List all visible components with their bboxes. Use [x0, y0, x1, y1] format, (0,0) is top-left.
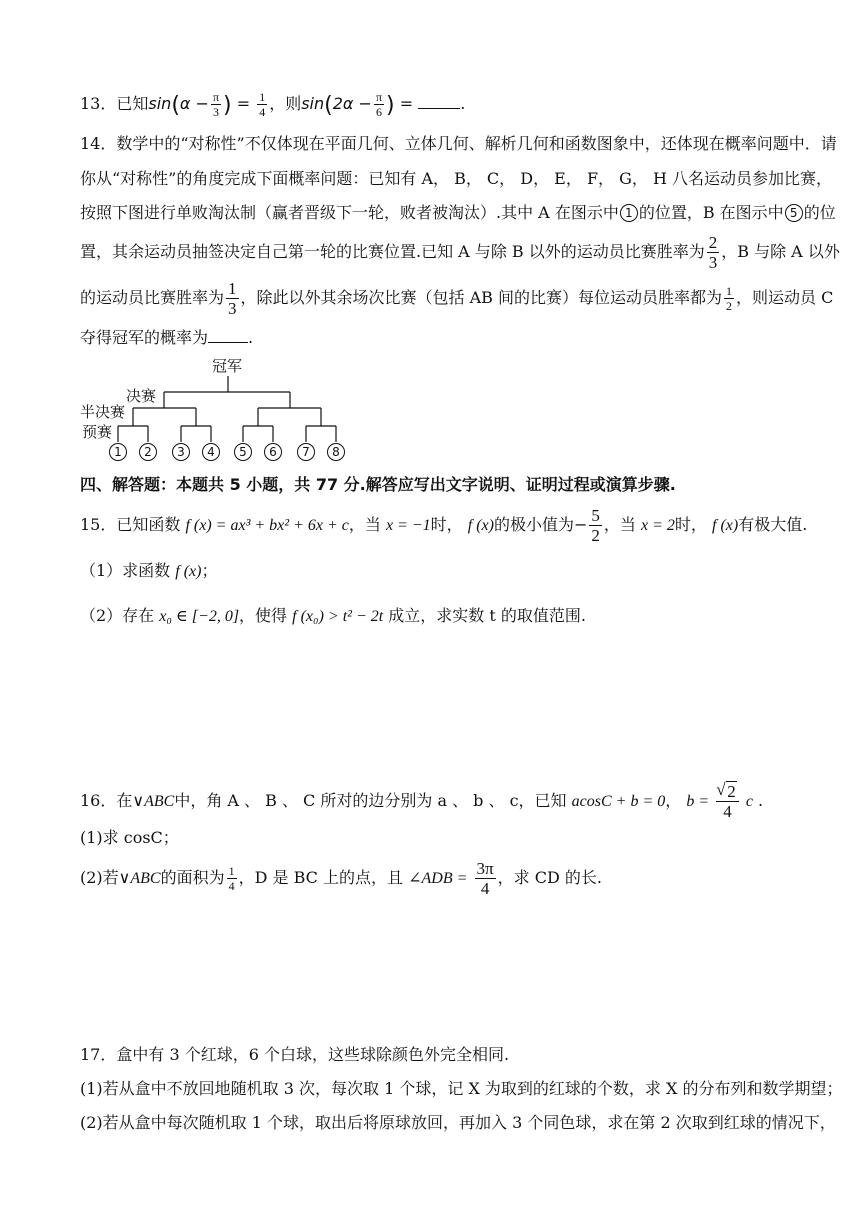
- q16-text-b: ，: [665, 791, 682, 810]
- q14-line-6: [80, 328, 253, 348]
- slot-7-icon: 7: [297, 443, 315, 461]
- q16-frac-area: $\frac{1}{4}$: [228, 864, 235, 893]
- q15-text-e: 时，: [674, 515, 707, 534]
- slot-4-icon: 4: [202, 443, 220, 461]
- q17-line-3: (2)若从盒中每次随机取 1 个球，取出后将原球放回，再加入 3 个同色球，求在第 2 次取到红球的情况下，: [80, 1113, 836, 1132]
- q13-paren-close-1: ): [223, 93, 232, 118]
- q16-part-1: (1)求 cosC；: [80, 828, 179, 847]
- q13-sin2: sin: [301, 94, 325, 113]
- q14-line-5-a: 的运动员比赛胜率为: [80, 288, 225, 307]
- q13-eq1: =: [236, 94, 251, 113]
- q14-line-1: 14．数学中的“对称性”不仅体现在平面几何、立体几何、解析几何和函数图象中，还体现在概率问题中．请: [80, 134, 837, 153]
- slot-2-icon: 2: [139, 443, 157, 461]
- q14-line-6-text: 夺得冠军的概率为: [80, 328, 209, 347]
- slot-5-ref-icon: 5: [785, 204, 803, 222]
- q15-fx-2: f (x): [712, 517, 739, 534]
- q13-sin1: sin: [148, 94, 172, 113]
- q13-known-text: 已知: [116, 94, 149, 113]
- q15-text-c: 的极小值为: [493, 515, 574, 534]
- slot-5-icon: 5: [234, 443, 252, 461]
- q16-p2-triangle: ∨ABC: [118, 870, 161, 887]
- bracket-champion-label: 冠军: [212, 357, 243, 375]
- slot-3-icon: 3: [172, 443, 190, 461]
- q13-arg2: 2α −: [332, 94, 372, 113]
- q16-angle: ∠ADB =: [408, 870, 468, 887]
- q16-eq-1: acosC + b = 0: [571, 793, 666, 810]
- q15-part-1: [80, 561, 218, 582]
- q16-p2-c: ，D 是 BC 上的点，且: [238, 868, 404, 887]
- q15-text-b: 时，: [430, 515, 463, 534]
- q15-text-f: 有极大值.: [738, 515, 808, 534]
- q13-arg1: α −: [179, 94, 209, 113]
- tournament-bracket: [78, 356, 368, 466]
- bracket-semifinal-label: 半决赛: [80, 403, 126, 421]
- q15-cond-2: x = 2: [641, 517, 675, 534]
- q15-fx-1: f (x): [467, 517, 494, 534]
- q15-neg-sign: −: [574, 515, 588, 534]
- q14-line-5-c: ，则运动员 C: [736, 288, 834, 307]
- q13-paren-open-2: (: [324, 93, 333, 118]
- q13-answer-blank[interactable]: [418, 94, 460, 109]
- q14-line-3-b: 的位置，B 在图示中: [638, 203, 784, 222]
- q15-p2-text: ，使得: [239, 606, 288, 625]
- q14-frac-one-third: $\frac{1}{3}$: [228, 279, 237, 318]
- q15-p2-label: （2）存在: [80, 606, 155, 625]
- q15-frac-five-halves: $\frac{5}{2}$: [591, 506, 600, 545]
- q16-part-2: [80, 860, 602, 897]
- q13-paren-open-1: (: [171, 93, 180, 118]
- slot-1-ref-icon: 1: [620, 204, 638, 222]
- q15-text-d: ，当: [603, 515, 636, 534]
- q14-answer-blank[interactable]: [208, 328, 248, 343]
- q16-frac-angle: $\frac{3\pi}{4}$: [476, 859, 494, 898]
- question-15: [80, 507, 807, 544]
- q14-line-3: [80, 203, 836, 223]
- bracket-prelim-label: 预赛: [82, 423, 113, 441]
- q16-eq-2-left: b =: [686, 793, 710, 810]
- q15-p2-end: 成立，求实数 t 的取值范围.: [388, 606, 586, 625]
- q15-p1-end: ；: [201, 561, 218, 580]
- sqrt-icon: √ 2: [718, 783, 737, 800]
- q17-line-2: (1)若从盒中不放回地随机取 3 次，每次取 1 个球，记 X 为取到的红球的个数，求 X 的分布列和数学期望；: [80, 1079, 843, 1098]
- q14-line-4-b: ，B 与除 A 以外: [721, 242, 840, 261]
- slot-6-icon: 6: [264, 443, 282, 461]
- q16-end: .: [758, 791, 764, 810]
- q13-paren-close-2: ): [386, 93, 395, 118]
- slot-8-icon: 8: [327, 443, 345, 461]
- q13-then-text: ，则: [269, 94, 302, 113]
- q14-line-4: [80, 234, 840, 271]
- q16-number: 16．在: [80, 791, 133, 810]
- bracket-final-label: 决赛: [126, 387, 157, 405]
- q15-p2-ineq: f (x₀) > t² − 2t: [292, 608, 384, 625]
- q14-line-2: 你从“对称性”的角度完成下面概率问题：已知有 A， B， C， D， E， F， G， H 八名运动员参加比赛，: [80, 169, 833, 188]
- q13-one-quarter: $\frac{1}{4}$: [259, 90, 266, 119]
- q13-eq2: =: [399, 94, 414, 113]
- q15-number: 15．已知函数: [80, 515, 181, 534]
- q13-pi-over-6: $\frac{\pi}{6}$: [375, 90, 383, 119]
- q16-p2-b: 的面积为: [160, 868, 225, 887]
- q15-p1-label: （1）求函数: [80, 561, 171, 580]
- q14-line-4-a: 置，其余运动员抽签决定自己第一轮的比赛位置.已知 A 与除 B 以外的运动员比赛胜率为: [80, 242, 705, 261]
- q15-p2-cond: x₀ ∈ [−2, 0]: [159, 608, 240, 625]
- q13-pi-over-3: $\frac{\pi}{3}$: [212, 90, 220, 119]
- question-13: [80, 90, 465, 118]
- q14-frac-one-half: $\frac{1}{2}$: [726, 284, 733, 313]
- q14-line-3-c: 的位: [803, 203, 836, 222]
- q15-cond-1: x = −1: [385, 517, 431, 534]
- slot-1-icon: 1: [109, 443, 127, 461]
- q13-end: .: [460, 94, 466, 113]
- q14-line-5: [80, 280, 833, 317]
- q16-text-a: 中，角 A 、 B 、 C 所对的边分别为 a 、 b 、 c，已知: [174, 791, 567, 810]
- q15-text-a: ，当: [348, 515, 381, 534]
- question-16: [80, 783, 763, 820]
- q16-eq-2-right: c: [745, 793, 753, 810]
- q16-p2-a: (2)若: [80, 868, 119, 887]
- section-4-heading: 四、解答题：本题共 5 小题，共 77 分.解答应写出文字说明、证明过程或演算步骤.: [80, 475, 676, 494]
- q14-line-3-a: 按照下图进行单败淘汰制（赢者晋级下一轮，败者被淘汰）.其中 A 在图示中: [80, 203, 619, 222]
- q15-p1-fx: f (x): [175, 563, 202, 580]
- q15-part-2: [80, 606, 586, 627]
- q13-number: 13．: [80, 94, 117, 113]
- q17-line-1: 17．盒中有 3 个红球，6 个白球，这些球除颜色外完全相同.: [80, 1045, 510, 1064]
- q16-p2-d: ，求 CD 的长.: [497, 868, 602, 887]
- q16-frac-sqrt2-over-4: √ $\frac{2}{4}$: [716, 783, 739, 820]
- q15-function: f (x) = ax³ + bx² + 6x + c: [185, 517, 349, 534]
- q14-line-6-end: .: [248, 328, 254, 347]
- q16-triangle: ∨ABC: [132, 793, 175, 810]
- q14-frac-two-thirds: $\frac{2}{3}$: [708, 233, 718, 272]
- q14-line-5-b: ，除此以外其余场次比赛（包括 AB 间的比赛）每位运动员胜率都为: [240, 288, 723, 307]
